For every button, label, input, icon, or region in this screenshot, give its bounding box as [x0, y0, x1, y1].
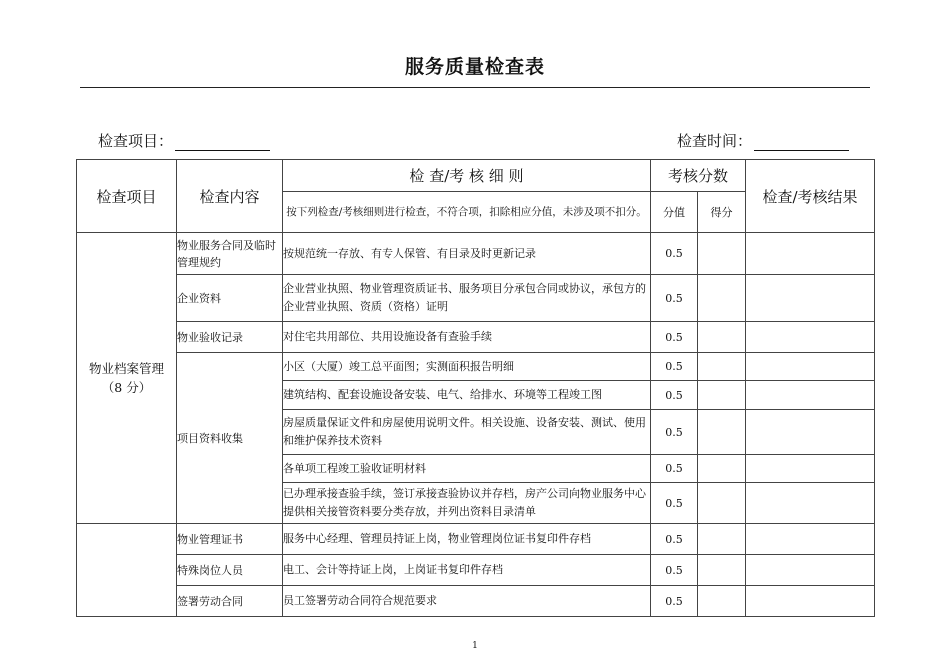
score-value-cell: 0.5: [651, 524, 698, 555]
score-got-cell[interactable]: [698, 555, 746, 586]
score-got-cell[interactable]: [698, 381, 746, 410]
score-got-cell[interactable]: [698, 455, 746, 483]
rule-cell: 已办理承接查验手续，签订承接查验协议并存档，房产公司向物业服务中心提供相关接管资料要分类存放，并列出资料目录清单: [283, 483, 651, 524]
content-cell: 签署劳动合同: [177, 586, 283, 617]
score-value-cell: 0.5: [651, 555, 698, 586]
rule-cell: 企业营业执照、物业管理资质证书、服务项目分承包合同或协议，承包方的企业营业执照、资质（资格）证明: [283, 275, 651, 322]
rule-cell: 员工签署劳动合同符合规范要求: [283, 586, 651, 617]
rule-cell: 小区（大厦）竣工总平面图；实测面积报告明细: [283, 353, 651, 381]
score-got-cell[interactable]: [698, 483, 746, 524]
content-cell: 企业资料: [177, 275, 283, 322]
result-cell[interactable]: [746, 483, 875, 524]
header-score-value: 分值: [651, 192, 698, 233]
table-row: [77, 322, 875, 353]
header-result: 检查/考核结果: [746, 160, 875, 233]
score-got-cell[interactable]: [698, 233, 746, 275]
inspection-project-blank[interactable]: [175, 134, 270, 151]
inspection-time-blank[interactable]: [754, 134, 849, 151]
rule-cell: 电工、会计等持证上岗，上岗证书复印件存档: [283, 555, 651, 586]
header-rules-note: 按下列检查/考核细则进行检查，不符合项，扣除相应分值，未涉及项不扣分。: [283, 192, 651, 233]
score-value-cell: 0.5: [651, 353, 698, 381]
score-got-cell[interactable]: [698, 353, 746, 381]
item-archive-points: （8 分）: [101, 380, 152, 395]
rule-cell: 建筑结构、配套设施设备安装、电气、给排水、环境等工程竣工图: [283, 381, 651, 410]
result-cell[interactable]: [746, 524, 875, 555]
rule-cell: 房屋质量保证文件和房屋使用说明文件。相关设施、设备安装、测试、使用和维护保养技术资料: [283, 410, 651, 455]
score-got-cell[interactable]: [698, 275, 746, 322]
score-value-cell: 0.5: [651, 381, 698, 410]
score-got-cell[interactable]: [698, 524, 746, 555]
table-row: [77, 555, 875, 586]
content-cell: 特殊岗位人员: [177, 555, 283, 586]
rule-cell: 各单项工程竣工验收证明材料: [283, 455, 651, 483]
header-inspection-item: 检查项目: [77, 160, 177, 233]
content-cell: 物业验收记录: [177, 322, 283, 353]
table-row: [77, 586, 875, 617]
score-value-cell: 0.5: [651, 455, 698, 483]
result-cell[interactable]: [746, 275, 875, 322]
score-value-cell: 0.5: [651, 275, 698, 322]
result-cell[interactable]: [746, 555, 875, 586]
header-rules: 检 查/考 核 细 则: [283, 160, 651, 192]
header-inspection-content: 检查内容: [177, 160, 283, 233]
content-cell: 物业服务合同及临时管理规约: [177, 233, 283, 275]
header-row-1: [77, 160, 875, 192]
rule-cell: 服务中心经理、管理员持证上岗，物业管理岗位证书复印件存档: [283, 524, 651, 555]
score-value-cell: 0.5: [651, 483, 698, 524]
score-value-cell: 0.5: [651, 322, 698, 353]
inspection-time-field: [677, 130, 849, 151]
item-empty: [77, 524, 177, 617]
header-score-group: 考核分数: [651, 160, 746, 192]
result-cell[interactable]: [746, 233, 875, 275]
result-cell[interactable]: [746, 586, 875, 617]
inspection-time-label: 检查时间：: [677, 132, 753, 150]
result-cell[interactable]: [746, 410, 875, 455]
score-value-cell: 0.5: [651, 410, 698, 455]
content-cell: 物业管理证书: [177, 524, 283, 555]
page-number: 1: [472, 641, 478, 651]
header-score-got: 得分: [698, 192, 746, 233]
table-row: [77, 275, 875, 322]
inspection-project-label: 检查项目：: [98, 132, 174, 150]
score-got-cell[interactable]: [698, 410, 746, 455]
result-cell[interactable]: [746, 322, 875, 353]
table-row: [77, 353, 875, 381]
rule-cell: 按规范统一存放、有专人保管、有目录及时更新记录: [283, 233, 651, 275]
result-cell[interactable]: [746, 455, 875, 483]
page-title: 服务质量检查表: [404, 56, 545, 78]
table-row: [77, 524, 875, 555]
result-cell[interactable]: [746, 353, 875, 381]
content-cell: 项目资料收集: [177, 353, 283, 524]
score-value-cell: 0.5: [651, 233, 698, 275]
score-value-cell: 0.5: [651, 586, 698, 617]
inspection-table: [76, 159, 875, 617]
score-got-cell[interactable]: [698, 586, 746, 617]
score-got-cell[interactable]: [698, 322, 746, 353]
item-archive-management: [77, 233, 177, 524]
rule-cell: 对住宅共用部位、共用设施设备有查验手续: [283, 322, 651, 353]
result-cell[interactable]: [746, 381, 875, 410]
inspection-project-field: [98, 130, 270, 151]
item-archive-name: 物业档案管理: [88, 361, 164, 376]
title-divider: [80, 87, 870, 88]
table-row: [77, 233, 875, 275]
